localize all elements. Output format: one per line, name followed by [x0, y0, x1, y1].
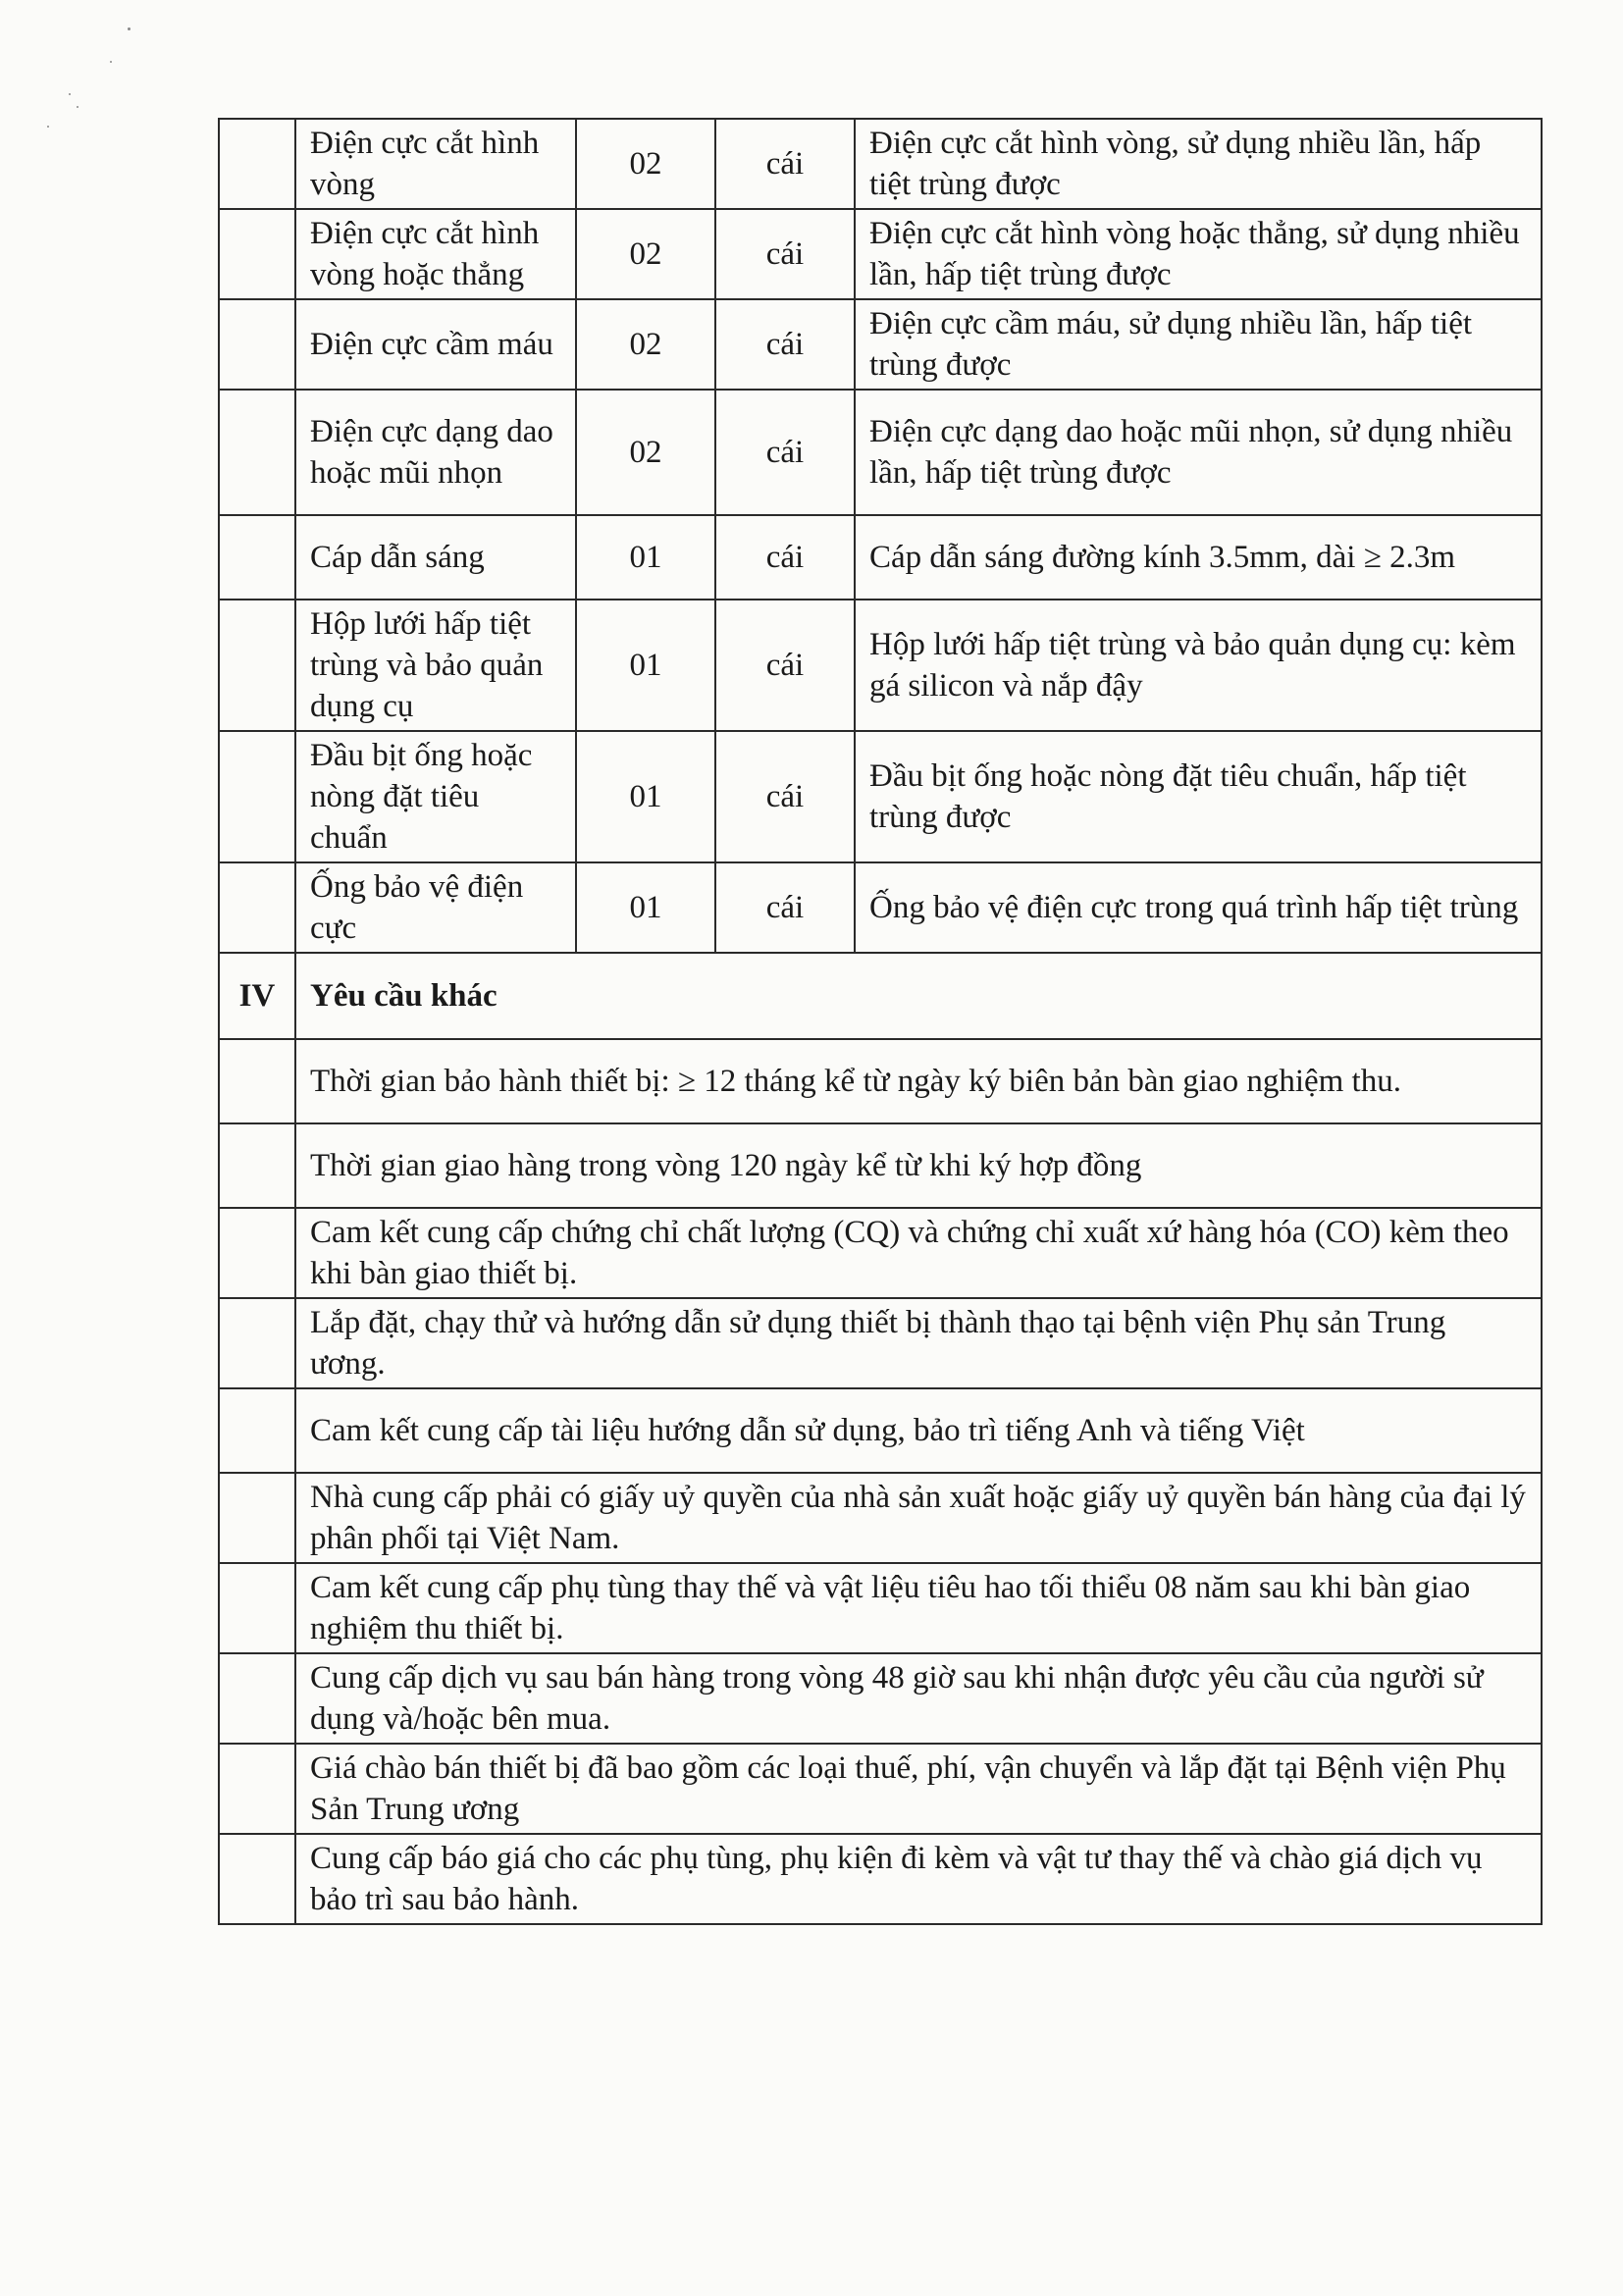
- equipment-name: Điện cực cầm máu: [295, 299, 576, 390]
- row-number-cell: [219, 1123, 295, 1208]
- equipment-unit: cái: [715, 862, 855, 953]
- requirement-row: [219, 1388, 1542, 1473]
- requirement-row: [219, 1744, 1542, 1834]
- requirement-text: Giá chào bán thiết bị đã bao gồm các loại thuế, phí, vận chuyển và lắp đặt tại Bệnh viện Phụ Sản Trung ương: [295, 1744, 1542, 1834]
- equipment-description: Ống bảo vệ điện cực trong quá trình hấp tiệt trùng: [855, 862, 1542, 953]
- equipment-description: Đầu bịt ống hoặc nòng đặt tiêu chuẩn, hấp tiệt trùng được: [855, 731, 1542, 862]
- row-number-cell: [219, 299, 295, 390]
- requirement-text: Cam kết cung cấp phụ tùng thay thế và vật liệu tiêu hao tối thiểu 08 năm sau khi bàn giao nghiệm thu thiết bị.: [295, 1563, 1542, 1653]
- section-title: Yêu cầu khác: [295, 953, 1542, 1039]
- equipment-unit: cái: [715, 390, 855, 515]
- row-number-cell: [219, 731, 295, 862]
- row-number-cell: [219, 1473, 295, 1563]
- section-header-row: [219, 953, 1542, 1039]
- requirement-text: Thời gian bảo hành thiết bị: ≥ 12 tháng kể từ ngày ký biên bản bàn giao nghiệm thu.: [295, 1039, 1542, 1123]
- requirement-text: Cam kết cung cấp chứng chỉ chất lượng (CQ) và chứng chỉ xuất xứ hàng hóa (CO) kèm theo khi bàn giao thiết bị.: [295, 1208, 1542, 1298]
- requirement-row: [219, 1834, 1542, 1924]
- equipment-unit: cái: [715, 600, 855, 731]
- equipment-quantity: 02: [576, 209, 715, 299]
- equipment-description: Hộp lưới hấp tiệt trùng và bảo quản dụng cụ: kèm gá silicon và nắp đậy: [855, 600, 1542, 731]
- equipment-name: Điện cực dạng dao hoặc mũi nhọn: [295, 390, 576, 515]
- equipment-quantity: 01: [576, 600, 715, 731]
- scan-speck: [128, 27, 131, 30]
- requirement-row: [219, 1563, 1542, 1653]
- table-row: [219, 299, 1542, 390]
- equipment-quantity: 02: [576, 299, 715, 390]
- scan-speck: [110, 61, 112, 63]
- requirement-text: Cam kết cung cấp tài liệu hướng dẫn sử dụng, bảo trì tiếng Anh và tiếng Việt: [295, 1388, 1542, 1473]
- row-number-cell: [219, 1653, 295, 1744]
- table-row: [219, 862, 1542, 953]
- row-number-cell: [219, 1208, 295, 1298]
- requirement-text: Cung cấp dịch vụ sau bán hàng trong vòng 48 giờ sau khi nhận được yêu cầu của người sử dụng và/hoặc bên mua.: [295, 1653, 1542, 1744]
- equipment-name: Điện cực cắt hình vòng hoặc thẳng: [295, 209, 576, 299]
- scan-speck: [77, 106, 79, 108]
- equipment-quantity: 02: [576, 119, 715, 209]
- table-row: [219, 515, 1542, 600]
- requirement-text: Cung cấp báo giá cho các phụ tùng, phụ kiện đi kèm và vật tư thay thế và chào giá dịch vụ bảo trì sau bảo hành.: [295, 1834, 1542, 1924]
- row-number-cell: [219, 1298, 295, 1388]
- equipment-description: Điện cực cầm máu, sử dụng nhiều lần, hấp tiệt trùng được: [855, 299, 1542, 390]
- table-row: [219, 390, 1542, 515]
- equipment-description: Điện cực dạng dao hoặc mũi nhọn, sử dụng nhiều lần, hấp tiệt trùng được: [855, 390, 1542, 515]
- equipment-unit: cái: [715, 119, 855, 209]
- requirement-text: Thời gian giao hàng trong vòng 120 ngày kể từ khi ký hợp đồng: [295, 1123, 1542, 1208]
- requirement-row: [219, 1208, 1542, 1298]
- specification-table: [218, 118, 1543, 1925]
- scan-speck: [69, 93, 71, 95]
- row-number-cell: [219, 209, 295, 299]
- scan-speck: [47, 126, 49, 128]
- table-row: [219, 600, 1542, 731]
- equipment-name: Đầu bịt ống hoặc nòng đặt tiêu chuẩn: [295, 731, 576, 862]
- row-number-cell: [219, 1388, 295, 1473]
- row-number-cell: [219, 1834, 295, 1924]
- equipment-name: Điện cực cắt hình vòng: [295, 119, 576, 209]
- equipment-unit: cái: [715, 209, 855, 299]
- equipment-quantity: 02: [576, 390, 715, 515]
- row-number-cell: [219, 119, 295, 209]
- equipment-unit: cái: [715, 515, 855, 600]
- table-row: [219, 209, 1542, 299]
- row-number-cell: [219, 862, 295, 953]
- requirement-row: [219, 1123, 1542, 1208]
- row-number-cell: [219, 1744, 295, 1834]
- equipment-unit: cái: [715, 299, 855, 390]
- equipment-quantity: 01: [576, 731, 715, 862]
- requirement-text: Nhà cung cấp phải có giấy uỷ quyền của nhà sản xuất hoặc giấy uỷ quyền bán hàng của đại lý phân phối tại Việt Nam.: [295, 1473, 1542, 1563]
- row-number-cell: [219, 390, 295, 515]
- equipment-description: Điện cực cắt hình vòng, sử dụng nhiều lần, hấp tiệt trùng được: [855, 119, 1542, 209]
- row-number-cell: [219, 1563, 295, 1653]
- requirement-row: [219, 1298, 1542, 1388]
- equipment-name: Ống bảo vệ điện cực: [295, 862, 576, 953]
- equipment-name: Hộp lưới hấp tiệt trùng và bảo quản dụng cụ: [295, 600, 576, 731]
- row-number-cell: [219, 600, 295, 731]
- equipment-quantity: 01: [576, 515, 715, 600]
- equipment-unit: cái: [715, 731, 855, 862]
- equipment-description: Điện cực cắt hình vòng hoặc thẳng, sử dụng nhiều lần, hấp tiệt trùng được: [855, 209, 1542, 299]
- requirement-text: Lắp đặt, chạy thử và hướng dẫn sử dụng thiết bị thành thạo tại bệnh viện Phụ sản Trung ương.: [295, 1298, 1542, 1388]
- requirement-row: [219, 1473, 1542, 1563]
- equipment-description: Cáp dẫn sáng đường kính 3.5mm, dài ≥ 2.3m: [855, 515, 1542, 600]
- section-number: IV: [219, 953, 295, 1039]
- row-number-cell: [219, 1039, 295, 1123]
- equipment-name: Cáp dẫn sáng: [295, 515, 576, 600]
- equipment-quantity: 01: [576, 862, 715, 953]
- requirement-row: [219, 1653, 1542, 1744]
- table-row: [219, 731, 1542, 862]
- table-row: [219, 119, 1542, 209]
- requirement-row: [219, 1039, 1542, 1123]
- row-number-cell: [219, 515, 295, 600]
